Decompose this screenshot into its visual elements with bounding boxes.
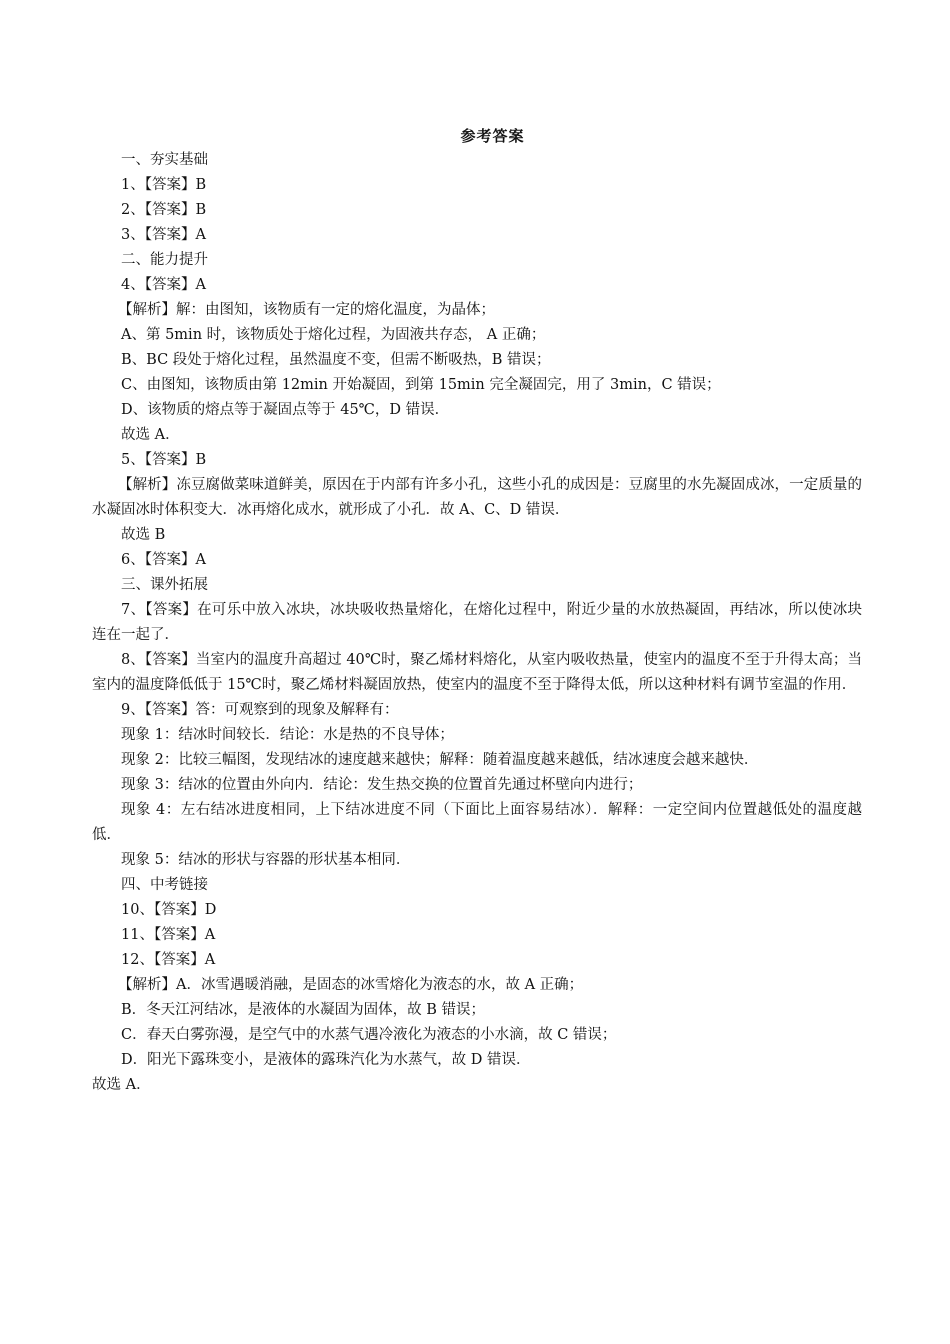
conclusion-line: 故选 A． [121, 427, 180, 443]
page-title: 参考答案 [460, 127, 525, 145]
answer-line: 4、【答案】A [121, 277, 206, 293]
answer-line: 12、【答案】A [121, 952, 216, 968]
phenomenon-line: 现象 2：比较三幅图，发现结冰的速度越来越快；解释：随着温度越来越低，结冰速度会越来越快． [121, 752, 759, 768]
answer-line: 1、【答案】B [121, 177, 207, 193]
analysis-line: C、由图知，该物质由第 12min 开始凝固，到第 15min 完全凝固完，用了 3min，C 错误； [121, 377, 721, 393]
section-heading: 四、中考链接 [121, 877, 208, 893]
answer-line: 6、【答案】A [121, 552, 206, 568]
analysis-line: C．春天白雾弥漫，是空气中的水蒸气遇冷液化为液态的小水滴，故 C 错误； [121, 1027, 617, 1043]
answer-line: 5、【答案】B [121, 452, 207, 468]
analysis-line: A、第 5min 时，该物质处于熔化过程，为固液共存态， A 正确； [121, 327, 546, 343]
answer-line: 9、【答案】答：可观察到的现象及解释有： [121, 702, 399, 718]
analysis-line: 【解析】A．冰雪遇暖消融，是固态的冰雪熔化为液态的水，故 A 正确； [118, 977, 584, 993]
phenomenon-paragraph: 现象 4：左右结冰进度相同，上下结冰进度不同（下面比上面容易结冰）．解释：一定空间内位置越低处的温度越低． [92, 802, 862, 843]
analysis-line: B．冬天江河结冰，是液体的水凝固为固体，故 B 错误； [121, 1002, 486, 1018]
answer-line: 11、【答案】A [121, 927, 216, 943]
section-heading: 二、能力提升 [121, 252, 208, 268]
conclusion-line: 故选 A． [92, 1077, 151, 1093]
answer-paragraph: 7、【答案】在可乐中放入冰块，冰块吸收热量熔化，在熔化过程中，附近少量的水放热凝固，再结冰，所以使冰块连在一起了． [92, 602, 862, 643]
answer-paragraph: 8、【答案】当室内的温度升高超过 40℃时，聚乙烯材料熔化，从室内吸收热量，使室内的温度不至于升得太高；当室内的温度降低低于 15℃时，聚乙烯材料凝固放热，使室内的温度不至于降得太低，所以这种材料有调节室温的作用． [92, 652, 862, 693]
conclusion-line: 故选 B [121, 527, 166, 543]
analysis-line: 【解析】解：由图知，该物质有一定的熔化温度，为晶体； [118, 302, 495, 318]
phenomenon-line: 现象 5：结冰的形状与容器的形状基本相同． [121, 852, 411, 868]
section-heading: 一、夯实基础 [121, 152, 208, 168]
answer-line: 10、【答案】D [121, 902, 217, 918]
phenomenon-line: 现象 3：结冰的位置由外向内．结论：发生热交换的位置首先通过杯壁向内进行； [121, 777, 643, 793]
answer-line: 2、【答案】B [121, 202, 207, 218]
answer-content [92, 148, 862, 1098]
phenomenon-line: 现象 1：结冰时间较长．结论：水是热的不良导体； [121, 727, 454, 743]
analysis-line: D．阳光下露珠变小，是液体的露珠汽化为水蒸气，故 D 错误． [121, 1052, 531, 1068]
analysis-line: B、BC 段处于熔化过程，虽然温度不变，但需不断吸热，B 错误； [121, 352, 551, 368]
analysis-line: D、该物质的熔点等于凝固点等于 45℃，D 错误． [121, 402, 450, 418]
section-heading: 三、课外拓展 [121, 577, 208, 593]
answer-line: 3、【答案】A [121, 227, 206, 243]
analysis-paragraph: 【解析】冻豆腐做菜味道鲜美，原因在于内部有许多小孔，这些小孔的成因是：豆腐里的水先凝固成冰，一定质量的水凝固冰时体积变大．冰再熔化成水，就形成了小孔．故 A、C、D 错误． [92, 477, 862, 518]
